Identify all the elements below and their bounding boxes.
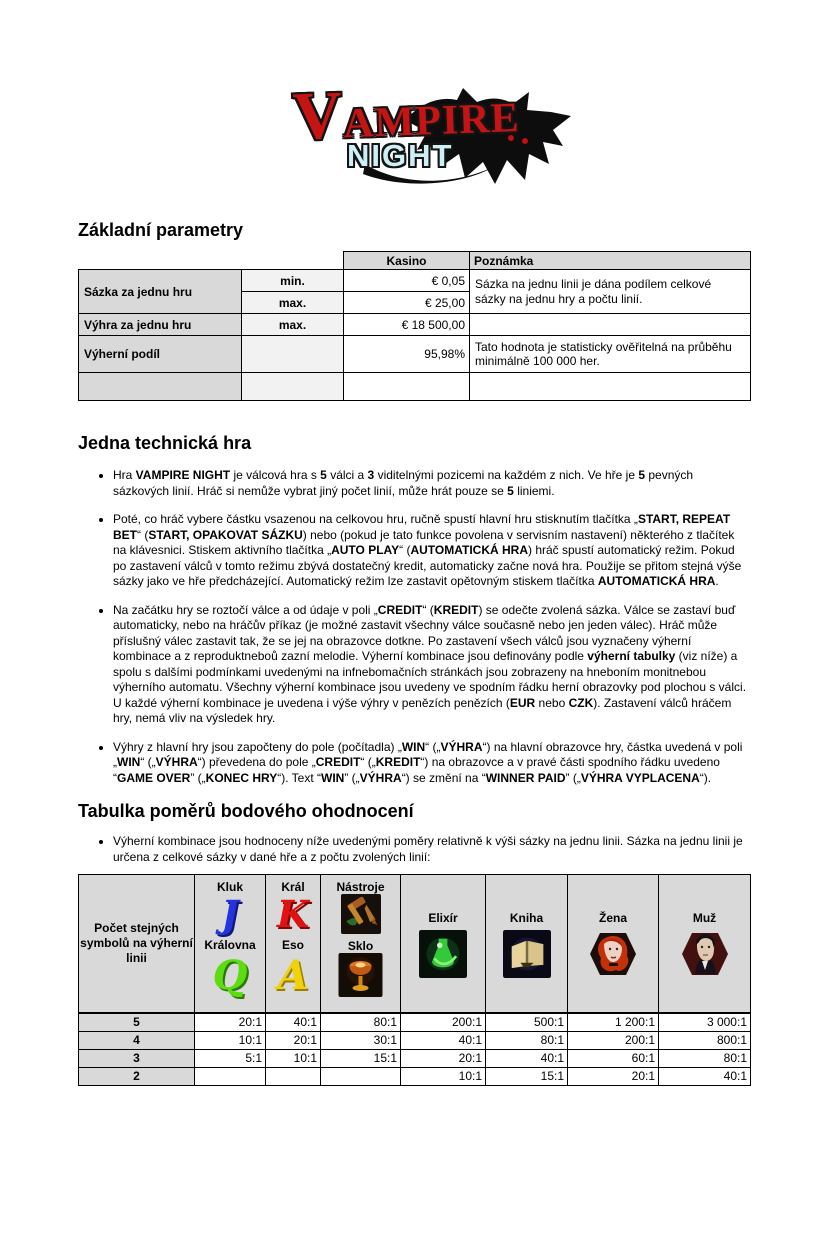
payout-row-3 [79, 1049, 751, 1067]
payout-cell: 40:1 [401, 1031, 486, 1049]
symbol-column-elixir [401, 875, 486, 1014]
payout-cell: 500:1 [486, 1013, 568, 1031]
bullet-reels-behavior: • Na začátku hry se roztočí válce a od údaje v poli „CREDIT“ (KREDIT) se odečte zvolená sázka. Válce se zastaví buď automaticky, nebo na hráčův příkaz (je možné zastavit všechny válce současně nebo jen jeden válec). Hráč může příslušný válec zastavit tak, že se jej na obrazovce dotkne. Po zastavení všech válců jsou vyznačeny výherní kombinace a z reproduktneboů zazní melodie. Výherní kombinace jsou definovány podle výherní tabulky (viz níže) a spolu s dalšími podmínkami uvedenými na infnebomačních stránkách jsou zobrazeny na hneboním monitnebou výherního automatu. Všechny výherní kombinace jsou uvedeny ve spodním řádku herní obrazovky pod plochou s válci. U každé výherní kombinace je uvedena i výše výhry v penězích penězích (EUR nebo CZK). Zastavení válců hráčem hry, nemá vliv na výsledek hry. [113, 603, 750, 727]
key-max-win: max. [242, 314, 344, 336]
column-header-kasino: Kasino [344, 252, 470, 270]
table-row [79, 336, 751, 373]
king-symbol-icon: K [276, 892, 310, 936]
payout-cell [195, 1067, 266, 1085]
queen-symbol-icon: Q [212, 952, 248, 999]
symbol-label-muz: Muž [692, 911, 717, 925]
heading-technical-game: Jedna technická hra [78, 433, 252, 453]
payout-cell: 15:1 [486, 1067, 568, 1085]
row-label-vyhra: Výhra za jednu hru [79, 314, 242, 336]
woman-symbol-icon [587, 930, 639, 978]
value-max-bet: € 25,00 [344, 292, 470, 314]
payout-cell: 10:1 [401, 1067, 486, 1085]
table-row [79, 314, 751, 336]
value-max-win: € 18 500,00 [344, 314, 470, 336]
symbol-column-king-ace [266, 875, 321, 1014]
paytable [78, 874, 751, 1086]
payout-cell: 200:1 [401, 1013, 486, 1031]
tools-symbol-icon [340, 894, 382, 934]
value-rtp: 95,98% [344, 336, 470, 373]
payout-row-2 [79, 1067, 751, 1085]
logo-title: VAMPIRE [291, 76, 521, 154]
payout-cell: 60:1 [568, 1049, 659, 1067]
symbol-column-jack-queen [195, 875, 266, 1014]
note-vyhra [470, 314, 751, 336]
ace-symbol-icon: A [277, 952, 309, 999]
book-symbol-icon [503, 930, 551, 978]
symbol-label-eso: Eso [281, 938, 304, 952]
payout-cell: 80:1 [659, 1049, 751, 1067]
payout-cell: 15:1 [321, 1049, 401, 1067]
symbol-label-zena: Žena [598, 911, 627, 925]
column-header-poznamka: Poznámka [470, 252, 751, 270]
payout-cell [321, 1067, 401, 1085]
payout-cell: 200:1 [568, 1031, 659, 1049]
symbol-column-tools-glass [321, 875, 401, 1014]
payout-cell: 20:1 [568, 1067, 659, 1085]
symbol-label-nastroje: Nástroje [336, 880, 385, 894]
symbol-label-kralovna: Královna [204, 938, 256, 952]
symbol-label-kniha: Kniha [509, 911, 544, 925]
match-count: 4 [79, 1031, 195, 1049]
payout-cell: 10:1 [266, 1049, 321, 1067]
jack-symbol-icon: J [221, 892, 239, 936]
bullet-game-description: • Hra VAMPIRE NIGHT je válcová hra s 5 válci a 3 viditelnými pozicemi na každém z nich. Ve hře je 5 pevných sázkových linií. Hráč si nemůže vybrat jiný počet linií, může hrát pouze se 5 liniemi. [113, 468, 750, 499]
payout-cell: 3 000:1 [659, 1013, 751, 1031]
empty-header-cell [79, 252, 344, 270]
payout-cell: 20:1 [401, 1049, 486, 1067]
payout-cell: 20:1 [266, 1031, 321, 1049]
payout-row-4 [79, 1031, 751, 1049]
heading-basic-parameters: Základní parametry [78, 220, 244, 240]
key-podil [242, 336, 344, 373]
match-count: 2 [79, 1067, 195, 1085]
key-min: min. [242, 270, 344, 292]
payout-cell: 40:1 [266, 1013, 321, 1031]
match-count: 5 [79, 1013, 195, 1031]
payout-cell: 80:1 [321, 1013, 401, 1031]
row-label-sazka: Sázka za jednu hru [79, 270, 242, 314]
payout-cell: 30:1 [321, 1031, 401, 1049]
table-row [79, 270, 751, 292]
symbol-label-sklo: Sklo [347, 939, 374, 953]
payout-cell: 40:1 [486, 1049, 568, 1067]
payout-cell: 80:1 [486, 1031, 568, 1049]
row-label-podil: Výherní podíl [79, 336, 242, 373]
technical-game-bullets [78, 468, 750, 786]
payout-cell [266, 1067, 321, 1085]
payout-cell: 10:1 [195, 1031, 266, 1049]
paytable-header-row [79, 875, 751, 1014]
symbol-label-kluk: Kluk [216, 880, 243, 894]
note-rtp: Tato hodnota je statisticky ověřitelná na průběhu minimálně 100 000 her. [470, 336, 751, 373]
document-page [0, 76, 827, 1255]
corner-header: Počet stejných symbolů na výherní linii [79, 875, 195, 1014]
payout-cell: 5:1 [195, 1049, 266, 1067]
glass-symbol-icon [338, 953, 383, 997]
symbol-label-kral: Král [281, 880, 305, 894]
table-row-empty [79, 373, 751, 401]
key-max: max. [242, 292, 344, 314]
symbol-column-book [486, 875, 568, 1014]
symbol-column-woman [568, 875, 659, 1014]
heading-paytable: Tabulka poměrů bodového ohodnocení [78, 801, 414, 821]
note-sazka: Sázka na jednu linii je dána podílem celkové sázky na jednu hry a počtu linií. [470, 270, 751, 314]
payout-cell: 1 200:1 [568, 1013, 659, 1031]
payout-row-5 [79, 1013, 751, 1031]
symbol-column-man [659, 875, 751, 1014]
symbol-label-elixir: Elixír [428, 911, 458, 925]
bullet-win-transfer: • Výhry z hlavní hry jsou započteny do pole (počítadla) „WIN“ („VÝHRA“) na hlavní obrazovce hry, částka uvedená v poli „WIN“ („VÝHRA“) převedena do pole „CREDIT“ („KREDIT“) na obrazovce a v pravé části spodního řádku uvedeno “GAME OVER” („KONEC HRY“). Text “WIN” („VÝHRA“) se změní na “WINNER PAID” („VÝHRA VYPLACENA“). [113, 740, 750, 787]
vampire-night-logo [285, 76, 585, 194]
logo-subtitle: NIGHT [347, 138, 454, 173]
basic-parameters-table [78, 251, 751, 401]
payout-cell: 40:1 [659, 1067, 751, 1085]
match-count: 3 [79, 1049, 195, 1067]
paytable-intro [78, 834, 750, 865]
bullet-start-controls: • Poté, co hráč vybere částku vsazenou na celkovou hru, ručně spustí hlavní hru stisknutím tlačítka „START, REPEAT BET“ (START, OPAKOVAT SÁZKU) nebo (pokud je tato funkce povolena v servisním nastavení) některého z tlačítek na klávesnici. Stiskem aktivního tlačítka „AUTO PLAY“ (AUTOMATICKÁ HRA) hráč spustí automatický režim. Pokud po zastavení válců v tomto režimu zbývá dostatečný kredit, automaticky začne nová hra. Použije se přitom stejná výše sázky jako ve hře předcházející. Automatický režim lze zastavit opětovným stiskem tlačítka AUTOMATICKÁ HRA. [113, 512, 750, 590]
bullet-paytable-intro: • Výherní kombinace jsou hodnoceny níže uvedenými poměry relativně k výši sázky na jednu linii. Sázka na jednu linii je určena z celkové sázky v dané hře a z počtu zvolených linií: [113, 834, 750, 865]
value-min-bet: € 0,05 [344, 270, 470, 292]
man-symbol-icon [679, 930, 731, 978]
payout-cell: 800:1 [659, 1031, 751, 1049]
table-header-row [79, 252, 751, 270]
elixir-symbol-icon [419, 930, 467, 978]
payout-cell: 20:1 [195, 1013, 266, 1031]
